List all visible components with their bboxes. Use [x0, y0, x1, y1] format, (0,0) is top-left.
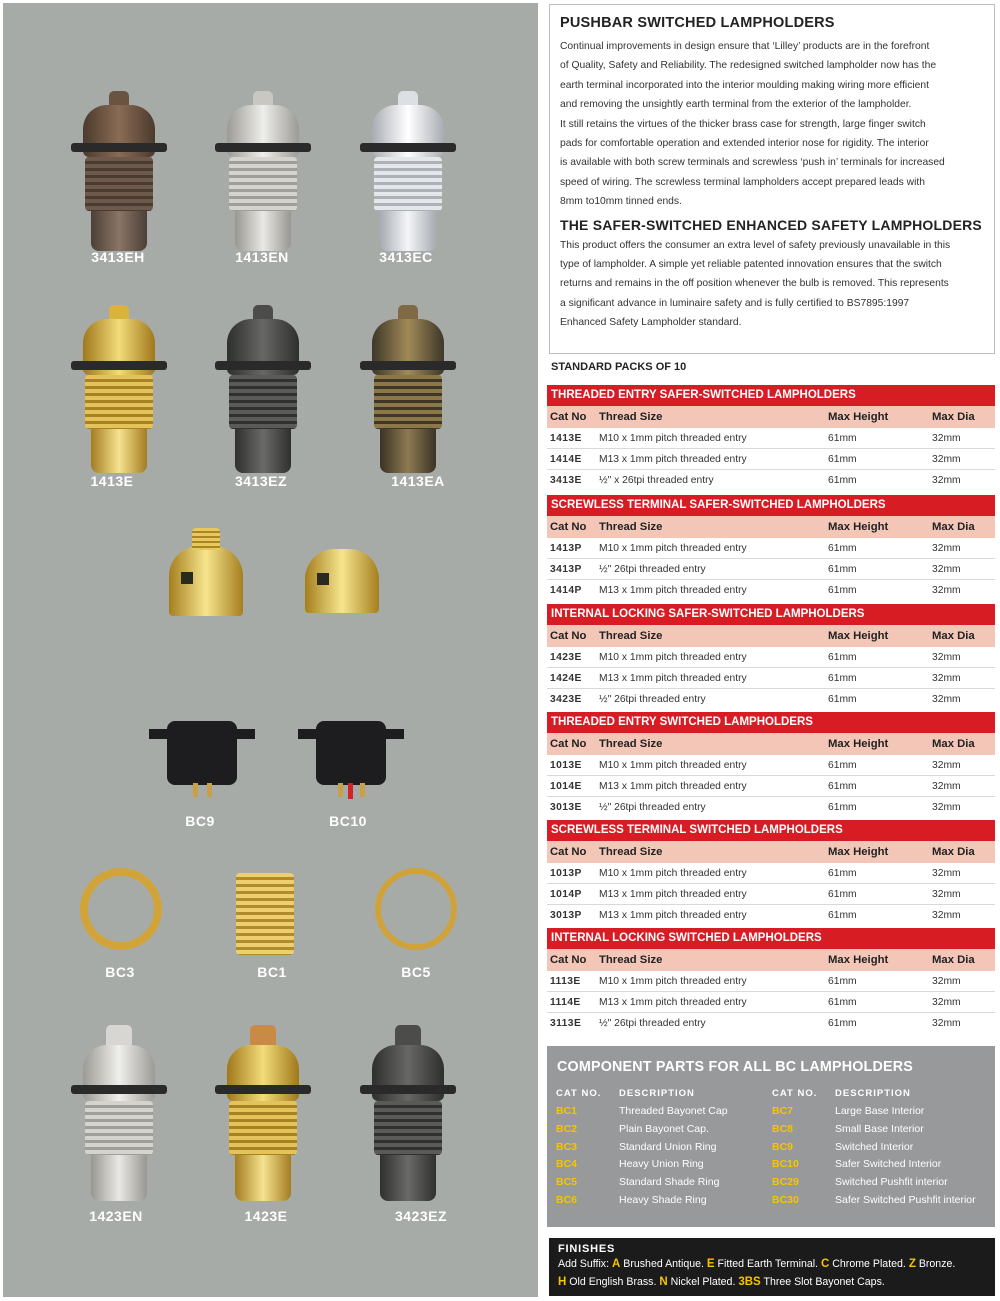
- photo-label: 1413E: [90, 473, 134, 489]
- spec-section-title: SCREWLESS TERMINAL SAFER-SWITCHED LAMPHOLDERS: [547, 495, 995, 516]
- spec-table-row: [547, 992, 995, 1013]
- cell-dia: 32mm: [932, 475, 961, 486]
- spec-section-title: INTERNAL LOCKING SWITCHED LAMPHOLDERS: [547, 928, 995, 949]
- cell-thread: M13 x 1mm pitch threaded entry: [599, 781, 747, 792]
- cell-dia: 32mm: [932, 781, 961, 792]
- column-header-height: Max Height: [828, 630, 889, 642]
- cell-cat: 1413E: [550, 433, 582, 444]
- cell-cat: 1413P: [550, 543, 582, 554]
- intro-paragraph-pushbar: [560, 37, 984, 212]
- column-header-cat: Cat No: [550, 521, 587, 533]
- cell-height: 61mm: [828, 889, 857, 900]
- cell-cat: 1424E: [550, 673, 582, 684]
- component-row: [556, 1194, 766, 1212]
- photo-label: 3413EC: [379, 249, 433, 265]
- spec-column-header-row: [547, 733, 995, 755]
- photo-label: BC5: [401, 964, 431, 980]
- cell-thread: M13 x 1mm pitch threaded entry: [599, 997, 747, 1008]
- component-parts-left-column: [556, 1088, 766, 1212]
- cell-height: 61mm: [828, 781, 857, 792]
- component-description: Threaded Bayonet Cap: [619, 1105, 728, 1117]
- photo-label: 1423E: [244, 1208, 288, 1224]
- column-header-height: Max Height: [828, 846, 889, 858]
- cell-dia: 32mm: [932, 802, 961, 813]
- intro-heading-pushbar: PUSHBAR SWITCHED LAMPHOLDERS: [560, 15, 835, 31]
- component-code: BC7: [772, 1105, 794, 1117]
- spec-section: [547, 604, 995, 710]
- component-code: BC10: [772, 1158, 799, 1171]
- bayonet-cap-image-bc1: [236, 873, 294, 955]
- spec-table-row: [547, 647, 995, 668]
- finish-code: N: [659, 1276, 668, 1288]
- cell-thread: ½" 26tpi threaded entry: [599, 694, 706, 705]
- component-description: Standard Shade Ring: [619, 1176, 720, 1189]
- cell-cat: 3113E: [550, 1018, 582, 1029]
- column-header-dia: Max Dia: [932, 521, 975, 533]
- standard-packs-note: STANDARD PACKS OF 10: [551, 361, 687, 373]
- component-description: Heavy Shade Ring: [619, 1193, 707, 1206]
- cell-thread: M13 x 1mm pitch threaded entry: [599, 585, 747, 596]
- column-header-cat: Cat No: [550, 954, 587, 966]
- component-description: Switched Interior: [835, 1140, 914, 1153]
- intro-line: It still retains the virtues of the thicker brass case for strength, large finger switch: [560, 118, 926, 130]
- cell-height: 61mm: [828, 673, 857, 684]
- spec-table-row: [547, 797, 995, 818]
- spec-column-header-row: [547, 949, 995, 971]
- cell-thread: ½" 26tpi threaded entry: [599, 1018, 706, 1029]
- cell-height: 61mm: [828, 564, 857, 575]
- spec-table-row: [547, 689, 995, 710]
- cell-thread: ½" 26tpi threaded entry: [599, 564, 706, 575]
- finish-code: Z: [908, 1258, 916, 1270]
- photo-label: BC1: [257, 964, 287, 980]
- intro-line: and removing the unsightly earth terminal from the exterior of the lampholder.: [560, 99, 912, 111]
- union-ring-image-bc3: [80, 868, 162, 950]
- component-description: Heavy Union Ring: [619, 1158, 704, 1171]
- component-description: Safer Switched Interior: [835, 1158, 942, 1171]
- spec-section: [547, 385, 995, 491]
- spec-section: [547, 712, 995, 818]
- cell-dia: 32mm: [932, 976, 961, 987]
- finishes-line-2: [558, 1273, 995, 1291]
- cell-height: 61mm: [828, 868, 857, 879]
- cell-dia: 32mm: [932, 868, 961, 879]
- intro-line: speed of wiring. The screwless terminal lampholders accept prepared leads with: [560, 176, 925, 188]
- cell-dia: 32mm: [932, 1018, 961, 1029]
- component-code: BC4: [556, 1158, 578, 1171]
- component-column-header: [772, 1088, 992, 1105]
- finish-code: 3BS: [738, 1276, 761, 1288]
- cell-dia: 32mm: [932, 760, 961, 771]
- cell-cat: 1014E: [550, 781, 582, 792]
- lampholder-image-3413ez: [213, 305, 313, 473]
- finishes-panel: [549, 1238, 995, 1296]
- column-header-cat: Cat No: [550, 738, 587, 750]
- cell-height: 61mm: [828, 543, 857, 554]
- spec-section-title: THREADED ENTRY SAFER-SWITCHED LAMPHOLDERS: [547, 385, 995, 406]
- cell-thread: ½" 26tpi threaded entry: [599, 802, 706, 813]
- cell-cat: 1014P: [550, 889, 582, 900]
- lampholder-image-1423e: [213, 1025, 313, 1201]
- photo-label: 3423EZ: [394, 1208, 448, 1224]
- spec-table-row: [547, 755, 995, 776]
- column-header-dia: Max Dia: [932, 738, 975, 750]
- spec-table-row: [547, 905, 995, 926]
- cell-dia: 32mm: [932, 543, 961, 554]
- lampholder-image-3413eh: [69, 91, 169, 251]
- spec-section-title: INTERNAL LOCKING SAFER-SWITCHED LAMPHOLDERS: [547, 604, 995, 625]
- cell-height: 61mm: [828, 652, 857, 663]
- column-header-dia: Max Dia: [932, 411, 975, 423]
- cell-dia: 32mm: [932, 433, 961, 444]
- component-row: [772, 1158, 992, 1176]
- cell-thread: M13 x 1mm pitch threaded entry: [599, 910, 747, 921]
- cell-thread: M10 x 1mm pitch threaded entry: [599, 760, 747, 771]
- finish-label: Chrome Plated.: [832, 1258, 906, 1270]
- cell-thread: M10 x 1mm pitch threaded entry: [599, 543, 747, 554]
- photo-label: BC9: [185, 813, 215, 829]
- cell-height: 61mm: [828, 910, 857, 921]
- component-header-desc: DESCRIPTION: [835, 1088, 911, 1099]
- cell-cat: 1114E: [550, 997, 581, 1008]
- cell-cat: 3013E: [550, 802, 582, 813]
- spec-section: [547, 495, 995, 601]
- spec-column-header-row: [547, 406, 995, 428]
- bayonet-cap-image: [169, 546, 243, 616]
- component-description: Switched Pushfit interior: [835, 1176, 948, 1189]
- component-row: [772, 1105, 992, 1123]
- intro-paragraph-safer-switched: [560, 236, 984, 333]
- cell-height: 61mm: [828, 997, 857, 1008]
- component-description: Large Base Interior: [835, 1105, 925, 1117]
- cell-thread: ½" x 26tpi threaded entry: [599, 475, 714, 486]
- cell-thread: M13 x 1mm pitch threaded entry: [599, 454, 747, 465]
- column-header-thread: Thread Size: [599, 954, 663, 966]
- photo-label: 1413EA: [391, 473, 445, 489]
- interior-image-bc9: [167, 721, 237, 785]
- photo-label: BC10: [329, 813, 367, 829]
- finishes-prefix: Add Suffix:: [558, 1258, 610, 1270]
- component-code: BC5: [556, 1176, 578, 1189]
- component-description: Plain Bayonet Cap.: [619, 1122, 709, 1135]
- cell-cat: 1414P: [550, 585, 582, 596]
- cell-thread: M10 x 1mm pitch threaded entry: [599, 868, 747, 879]
- cell-height: 61mm: [828, 760, 857, 771]
- finish-label: Nickel Plated.: [670, 1276, 736, 1288]
- cell-cat: 3413E: [550, 475, 582, 486]
- cell-height: 61mm: [828, 454, 857, 465]
- spec-table-row: [547, 470, 995, 491]
- photo-label: 1423EN: [89, 1208, 143, 1224]
- spec-table-row: [547, 668, 995, 689]
- finish-code: E: [706, 1258, 715, 1270]
- cell-dia: 32mm: [932, 454, 961, 465]
- component-row: [772, 1176, 992, 1194]
- component-description: Small Base Interior: [835, 1122, 924, 1135]
- finish-label: Bronze.: [918, 1258, 956, 1270]
- lampholder-image-1413e: [69, 305, 169, 473]
- spec-table-row: [547, 1013, 995, 1034]
- cell-height: 61mm: [828, 694, 857, 705]
- component-code: BC30: [772, 1193, 799, 1206]
- cell-height: 61mm: [828, 976, 857, 987]
- cell-dia: 32mm: [932, 997, 961, 1008]
- component-row: [556, 1141, 766, 1159]
- cell-cat: 1013P: [550, 868, 582, 879]
- cell-thread: M13 x 1mm pitch threaded entry: [599, 889, 747, 900]
- cell-cat: 1113E: [550, 976, 581, 987]
- component-header-desc: DESCRIPTION: [619, 1088, 695, 1099]
- finishes-line-1: [558, 1255, 995, 1273]
- component-code: BC1: [556, 1105, 578, 1117]
- column-header-height: Max Height: [828, 411, 889, 423]
- component-row: [556, 1158, 766, 1176]
- cell-height: 61mm: [828, 585, 857, 596]
- component-parts-title: COMPONENT PARTS FOR ALL BC LAMPHOLDERS: [557, 1059, 914, 1075]
- cell-dia: 32mm: [932, 889, 961, 900]
- finish-label: Three Slot Bayonet Caps.: [763, 1276, 885, 1288]
- component-code: BC3: [556, 1140, 578, 1153]
- cell-cat: 1414E: [550, 454, 582, 465]
- intro-text-box: [549, 4, 995, 354]
- spec-table-row: [547, 863, 995, 884]
- column-header-dia: Max Dia: [932, 630, 975, 642]
- lampholder-image-1413en: [213, 91, 313, 251]
- component-parts-right-column: [772, 1088, 992, 1212]
- cell-dia: 32mm: [932, 652, 961, 663]
- cell-height: 61mm: [828, 433, 857, 444]
- cell-thread: M13 x 1mm pitch threaded entry: [599, 673, 747, 684]
- component-description: Standard Union Ring: [619, 1140, 717, 1153]
- intro-line: returns and remains in the off position whenever the bulb is removed. This represents: [560, 278, 949, 290]
- interior-image-bc10: [316, 721, 386, 785]
- component-row: [772, 1194, 992, 1212]
- spec-table-row: [547, 428, 995, 449]
- intro-line: a significant advance in luminaire safety and is fully certified to BS7895:1997: [560, 297, 910, 309]
- lampholder-image-1423en: [69, 1025, 169, 1201]
- column-header-height: Max Height: [828, 738, 889, 750]
- cell-dia: 32mm: [932, 564, 961, 575]
- component-description: Safer Switched Pushfit interior: [835, 1193, 976, 1206]
- intro-line: of Quality, Safety and Reliability. The redesigned switched lampholder now has the: [560, 60, 937, 72]
- photo-label: BC3: [105, 964, 135, 980]
- shade-ring-image-bc5: [375, 868, 457, 950]
- intro-line: pads for comfortable operation and extended interior nose for rigidity. The interior: [560, 138, 929, 150]
- finishes-title: FINISHES: [558, 1243, 616, 1255]
- cell-dia: 32mm: [932, 910, 961, 921]
- component-header-cat: CAT NO.: [772, 1088, 818, 1099]
- component-header-cat: CAT NO.: [556, 1088, 602, 1099]
- intro-line: type of lampholder. A simple yet reliable patented innovation ensures that the switch: [560, 259, 942, 271]
- spec-table-row: [547, 580, 995, 601]
- column-header-thread: Thread Size: [599, 846, 663, 858]
- cell-dia: 32mm: [932, 694, 961, 705]
- photo-label: 1413EN: [235, 249, 289, 265]
- column-header-dia: Max Dia: [932, 954, 975, 966]
- component-code: BC29: [772, 1176, 799, 1189]
- cell-height: 61mm: [828, 802, 857, 813]
- intro-line: Enhanced Safety Lampholder standard.: [560, 317, 742, 329]
- component-code: BC8: [772, 1122, 794, 1135]
- cell-dia: 32mm: [932, 585, 961, 596]
- spec-table-row: [547, 776, 995, 797]
- component-row: [772, 1141, 992, 1159]
- cell-cat: 1013E: [550, 760, 582, 771]
- component-row: [556, 1176, 766, 1194]
- component-row: [556, 1123, 766, 1141]
- spec-table-row: [547, 538, 995, 559]
- product-photo-panel: [3, 3, 538, 1297]
- intro-line: is available with both screw terminals and screwless ‘push in’ terminals for increased: [560, 157, 945, 169]
- spec-column-header-row: [547, 625, 995, 647]
- cell-thread: M10 x 1mm pitch threaded entry: [599, 976, 747, 987]
- cell-height: 61mm: [828, 475, 857, 486]
- finish-code: A: [612, 1258, 621, 1270]
- column-header-cat: Cat No: [550, 630, 587, 642]
- finish-code: H: [558, 1276, 567, 1288]
- finish-label: Brushed Antique.: [623, 1258, 704, 1270]
- intro-line: Continual improvements in design ensure that ‘Lilley’ products are in the forefront: [560, 41, 930, 52]
- spec-column-header-row: [547, 841, 995, 863]
- spec-section-title: SCREWLESS TERMINAL SWITCHED LAMPHOLDERS: [547, 820, 995, 841]
- spec-table-row: [547, 971, 995, 992]
- photo-label: 3413EZ: [234, 473, 288, 489]
- column-header-height: Max Height: [828, 954, 889, 966]
- component-code: BC2: [556, 1122, 578, 1135]
- lampholder-image-3423ez: [358, 1025, 458, 1201]
- column-header-height: Max Height: [828, 521, 889, 533]
- component-code: BC6: [556, 1193, 578, 1206]
- cell-cat: 3013P: [550, 910, 582, 921]
- bayonet-cap-image: [305, 549, 379, 613]
- column-header-thread: Thread Size: [599, 630, 663, 642]
- spec-column-header-row: [547, 516, 995, 538]
- spec-section: [547, 928, 995, 1034]
- intro-line: 8mm to10mm tinned ends.: [560, 196, 682, 208]
- component-parts-panel: [547, 1046, 995, 1227]
- cell-thread: M10 x 1mm pitch threaded entry: [599, 433, 747, 444]
- cell-dia: 32mm: [932, 673, 961, 684]
- cell-cat: 3423E: [550, 694, 582, 705]
- finish-code: C: [821, 1258, 830, 1270]
- column-header-thread: Thread Size: [599, 521, 663, 533]
- spec-table-row: [547, 449, 995, 470]
- cell-cat: 1423E: [550, 652, 582, 663]
- component-column-header: [556, 1088, 766, 1105]
- cell-thread: M10 x 1mm pitch threaded entry: [599, 652, 747, 663]
- intro-line: This product offers the consumer an extra level of safety previously unavailable in this: [560, 239, 951, 251]
- column-header-cat: Cat No: [550, 411, 587, 423]
- column-header-thread: Thread Size: [599, 738, 663, 750]
- cell-height: 61mm: [828, 1018, 857, 1029]
- lampholder-image-3413ec: [358, 91, 458, 251]
- cell-cat: 3413P: [550, 564, 582, 575]
- finish-label: Old English Brass.: [569, 1276, 657, 1288]
- spec-table-row: [547, 559, 995, 580]
- column-header-cat: Cat No: [550, 846, 587, 858]
- component-row: [772, 1123, 992, 1141]
- column-header-thread: Thread Size: [599, 411, 663, 423]
- intro-line: earth terminal incorporated into the interior moulding making wiring more efficient: [560, 79, 929, 91]
- column-header-dia: Max Dia: [932, 846, 975, 858]
- photo-label: 3413EH: [91, 249, 145, 265]
- finish-label: Fitted Earth Terminal.: [717, 1258, 819, 1270]
- intro-heading-safer-switched: THE SAFER-SWITCHED ENHANCED SAFETY LAMPHOLDERS: [560, 216, 982, 233]
- component-code: BC9: [772, 1140, 794, 1153]
- spec-section: [547, 820, 995, 926]
- lampholder-image-1413ea: [358, 305, 458, 473]
- spec-section-title: THREADED ENTRY SWITCHED LAMPHOLDERS: [547, 712, 995, 733]
- component-row: [556, 1105, 766, 1123]
- spec-table-row: [547, 884, 995, 905]
